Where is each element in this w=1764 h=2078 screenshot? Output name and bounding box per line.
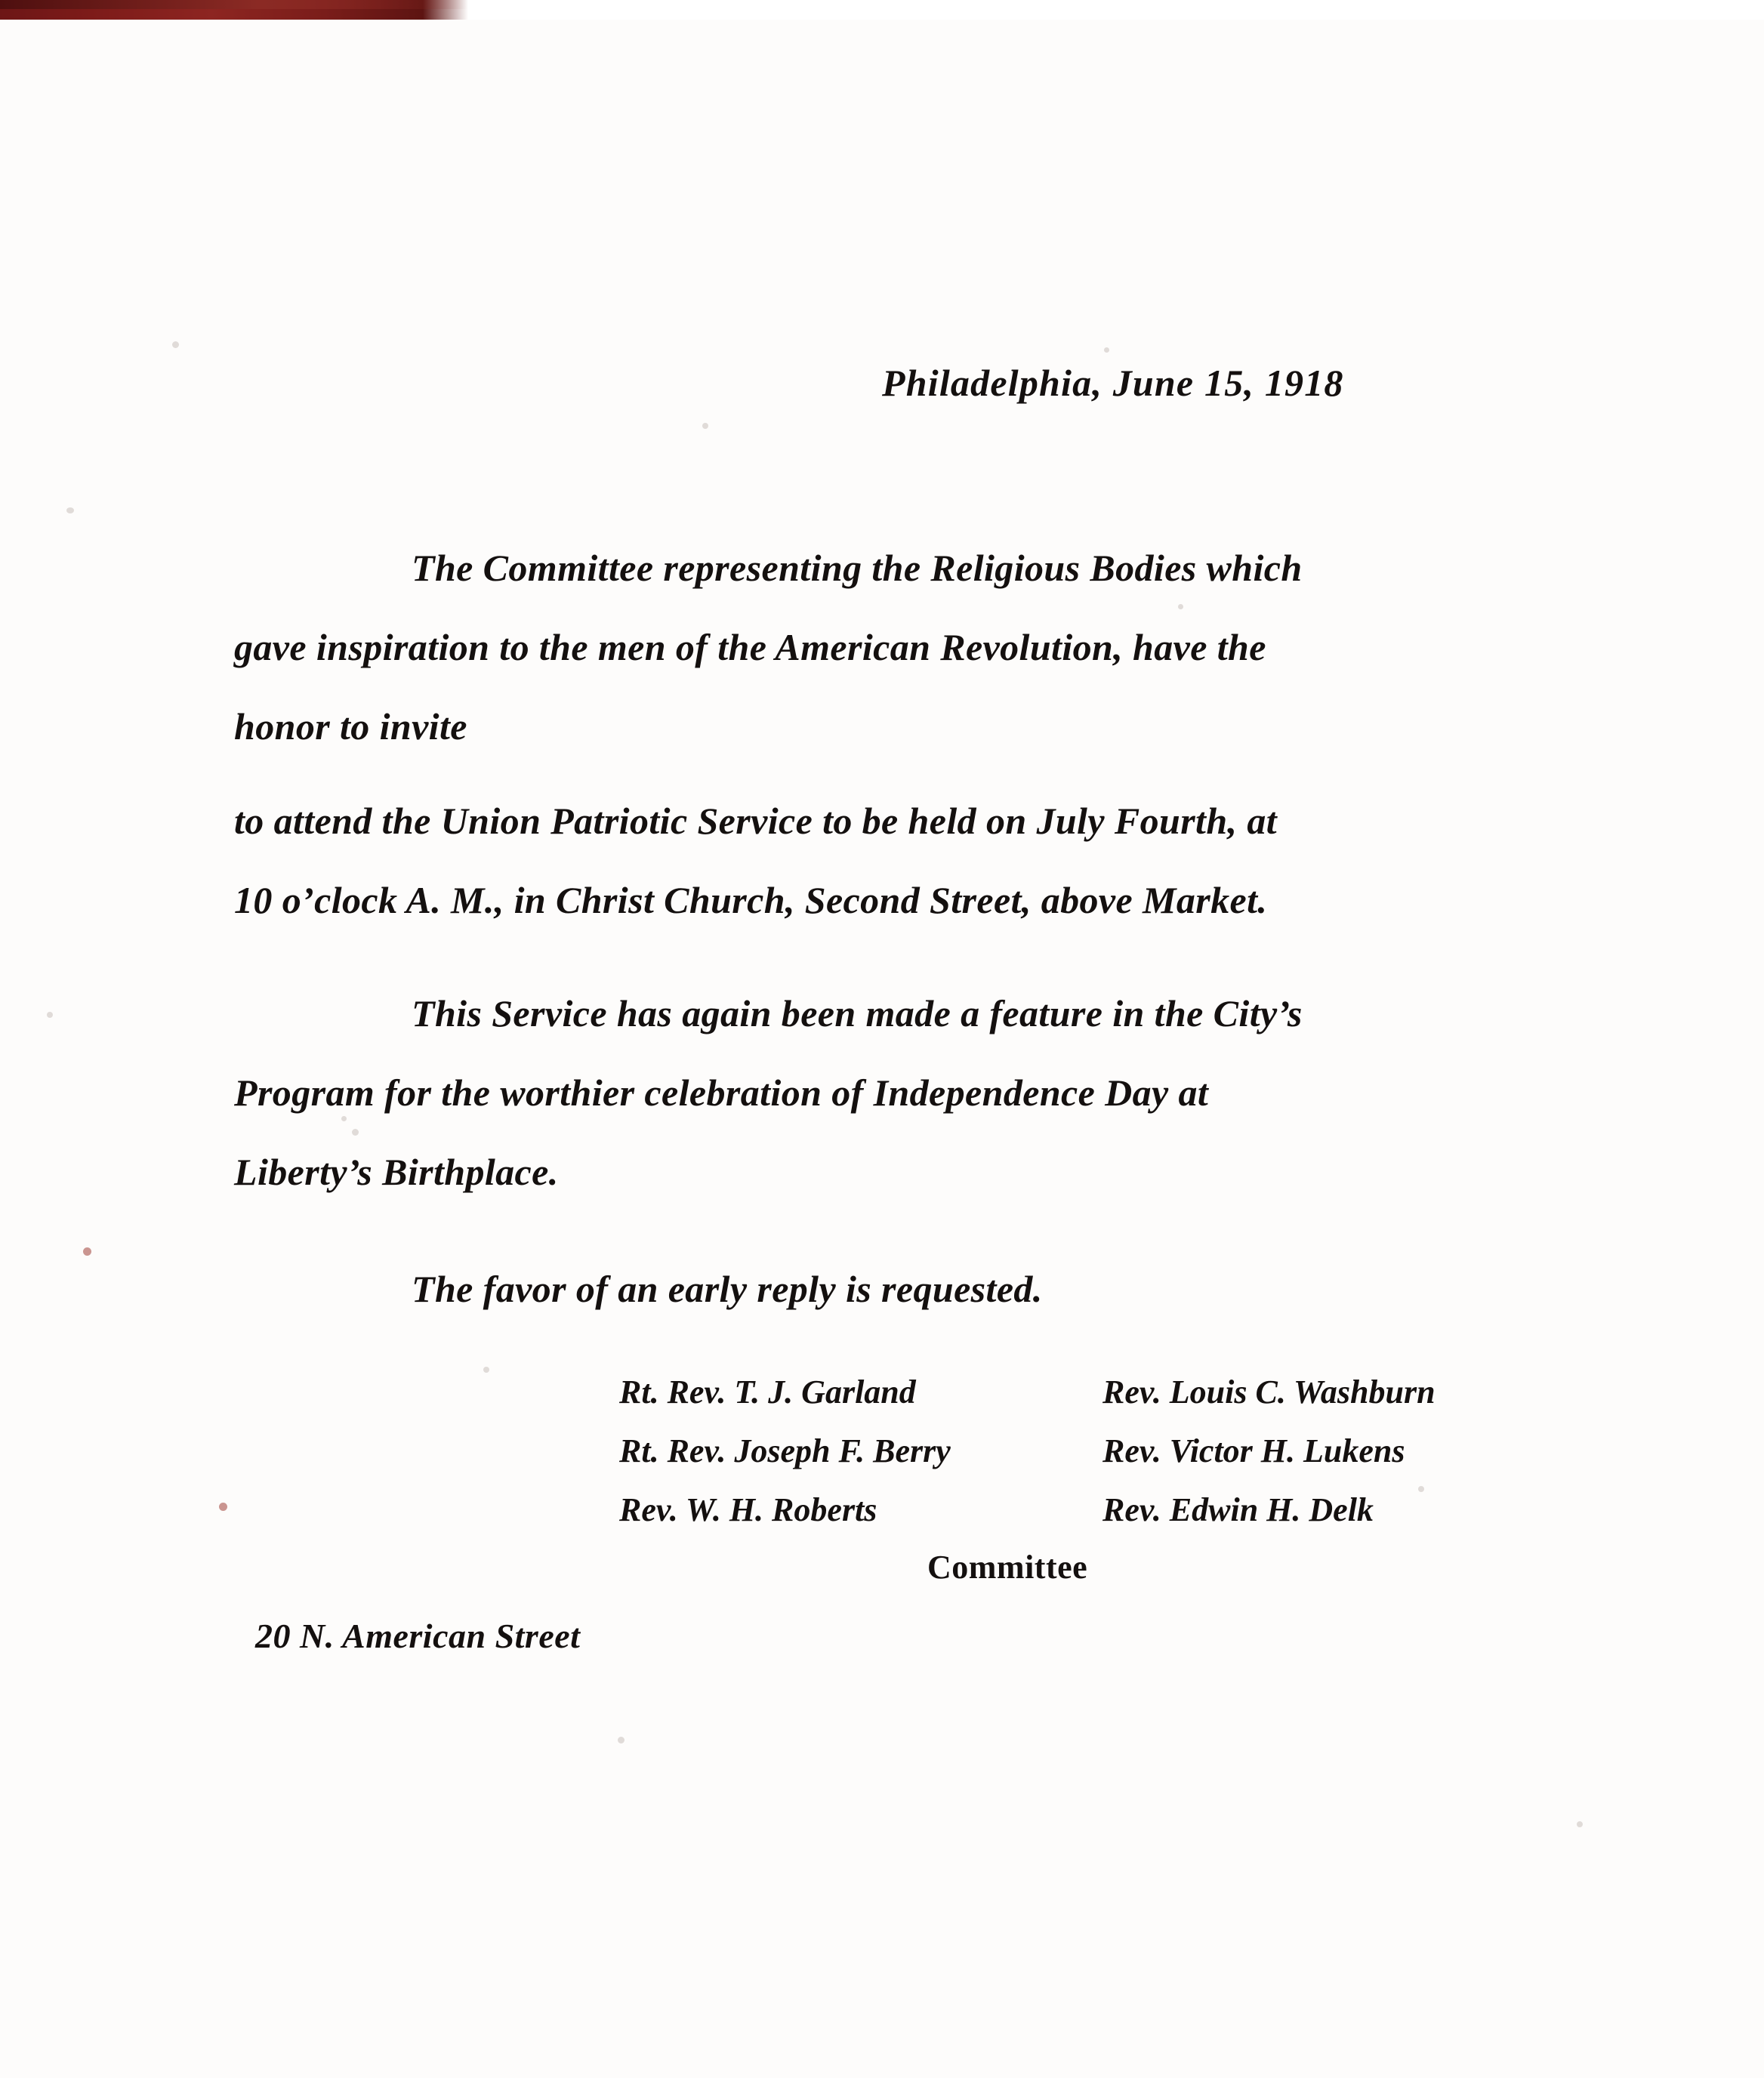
paragraph-line: Liberty’s Birthplace. <box>234 1151 559 1193</box>
paragraph-line: The Committee representing the Religious Bodies which <box>412 547 1303 589</box>
signer-name: Rt. Rev. Joseph F. Berry <box>619 1432 951 1469</box>
signature-row <box>619 1481 1556 1540</box>
return-address: 20 N. American Street <box>255 1617 581 1655</box>
paragraph-line: gave inspiration to the men of the American Revolution, have the <box>234 626 1266 668</box>
paragraph-program-note <box>234 974 1518 1212</box>
signature-row <box>619 1363 1556 1422</box>
committee-label: Committee <box>927 1549 1088 1586</box>
signer-name: Rev. Victor H. Lukens <box>1102 1432 1405 1469</box>
signer-name: Rev. Louis C. Washburn <box>1102 1374 1436 1411</box>
signature-row <box>619 1422 1556 1481</box>
dateline: Philadelphia, June 15, 1918 <box>882 362 1344 404</box>
signer-name: Rev. Edwin H. Delk <box>1102 1491 1374 1528</box>
signature-block <box>619 1363 1556 1540</box>
paragraph-invitation <box>234 529 1525 766</box>
paragraph-line: The favor of an early reply is requested. <box>412 1268 1043 1310</box>
signer-name: Rev. W. H. Roberts <box>619 1491 877 1528</box>
paragraph-line: This Service has again been made a feature in the City’s <box>412 992 1303 1034</box>
paragraph-line: honor to invite <box>234 705 467 748</box>
paragraph-event-details <box>234 782 1540 940</box>
signer-name: Rt. Rev. T. J. Garland <box>619 1374 916 1411</box>
paragraph-line: to attend the Union Patriotic Service to be held on July Fourth, at <box>234 800 1278 842</box>
paragraph-line: Program for the worthier celebration of Independence Day at <box>234 1071 1209 1114</box>
paragraph-reply-request <box>234 1250 1291 1329</box>
paragraph-line: 10 o’clock A. M., in Christ Church, Second Street, above Market. <box>234 879 1268 921</box>
